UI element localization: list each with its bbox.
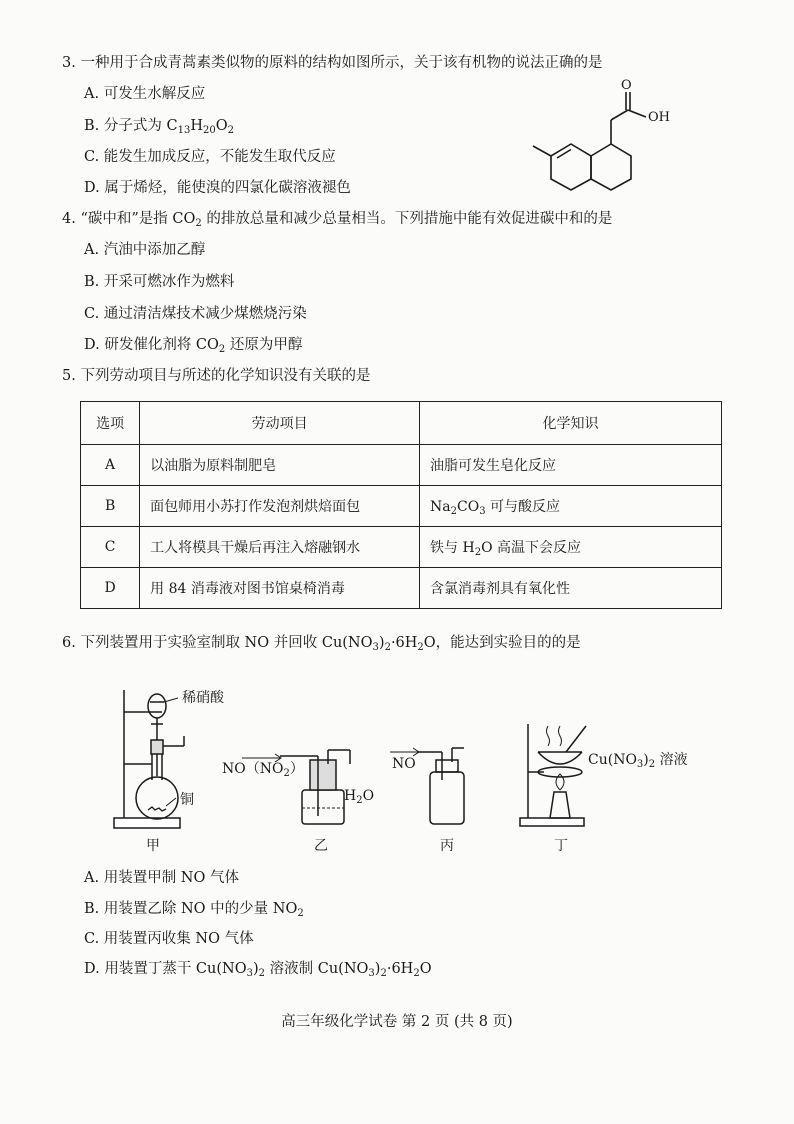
- label-ding: 丁: [554, 838, 568, 854]
- q3-fig-oh-label: OH: [648, 110, 670, 125]
- header-option: 选项: [81, 402, 140, 445]
- row-activity: 以油脂为原料制肥皂: [140, 445, 420, 486]
- q6-apparatus-figure: [100, 672, 700, 860]
- row-knowledge: $Na_2CO_3$ 可与酸反应: [420, 486, 722, 527]
- q6-option-b: B. 用装置乙除 NO 中的少量 $NO_2$: [84, 901, 304, 919]
- header-activity: 劳动项目: [140, 402, 420, 445]
- row-option: D: [81, 568, 140, 609]
- row-activity: 工人将模具干燥后再注入熔融钢水: [140, 527, 420, 568]
- row-activity: 面包师用小苏打作发泡剂烘焙面包: [140, 486, 420, 527]
- page-footer: 高三年级化学试卷 第 2 页 (共 8 页): [281, 1014, 513, 1030]
- label-no: NO: [392, 756, 416, 772]
- q3-option-d: D. 属于烯烃，能使溴的四氯化碳溶液褪色: [84, 180, 351, 196]
- table-row: [81, 486, 722, 527]
- table-row: [81, 568, 722, 609]
- q3-fig-o-label: O: [621, 78, 632, 93]
- q6-option-a: A. 用装置甲制 NO 气体: [84, 870, 239, 886]
- q6-option-d: D. 用装置丁蒸干 $Cu(NO_3)_2$ 溶液制 $Cu(NO_3)_2\cdot 6H_2O$: [84, 961, 432, 979]
- label-bing: 丙: [440, 838, 454, 854]
- q3-option-a: A. 可发生水解反应: [84, 86, 206, 102]
- q4-option-d: D. 研发催化剂将 $CO_2$ 还原为甲醇: [84, 337, 303, 355]
- q4-stem: 4. “碳中和”是指 $CO_2$ 的排放总量和减少总量相当。下列措施中能有效促进碳中和的是: [62, 211, 613, 229]
- label-cu-no3-solution: $Cu(NO_3)_2$ 溶液: [588, 752, 688, 770]
- q3-option-b: B. 分子式为 $C_{13}H_{20}O_2$: [84, 118, 234, 136]
- header-knowledge: 化学知识: [420, 402, 722, 445]
- row-activity: 用 84 消毒液对图书馆桌椅消毒: [140, 568, 420, 609]
- q4-option-c: C. 通过清洁煤技术减少煤燃烧污染: [84, 306, 307, 322]
- q4-option-b: B. 开采可燃冰作为燃料: [84, 274, 235, 290]
- label-no-no2: $NO(NO_2)$: [222, 761, 304, 779]
- q3-stem: 3. 一种用于合成青蒿素类似物的原料的结构如图所示，关于该有机物的说法正确的是: [62, 55, 603, 71]
- q6-option-c: C. 用装置丙收集 NO 气体: [84, 931, 254, 947]
- row-knowledge: 含氯消毒剂具有氧化性: [420, 568, 722, 609]
- q5-table: [80, 401, 722, 609]
- q6-stem: 6. 下列装置用于实验室制取 NO 并回收 $Cu(NO_3)_2\cdot 6H_2O$，能达到实验目的的是: [62, 635, 581, 653]
- row-knowledge: 油脂可发生皂化反应: [420, 445, 722, 486]
- q3-structure-figure: [510, 70, 700, 200]
- row-option: B: [81, 486, 140, 527]
- q5-stem: 5. 下列劳动项目与所述的化学知识没有关联的是: [62, 368, 371, 384]
- label-h2o: $H_2O$: [344, 788, 375, 806]
- label-dilute-nitric-acid: 稀硝酸: [182, 690, 224, 706]
- row-option: A: [81, 445, 140, 486]
- row-option: C: [81, 527, 140, 568]
- table-row: [81, 445, 722, 486]
- label-copper: 铜: [180, 792, 194, 808]
- q3-option-c: C. 能发生加成反应，不能发生取代反应: [84, 149, 336, 165]
- label-jia: 甲: [146, 838, 160, 854]
- table-header-row: [81, 402, 722, 445]
- q4-option-a: A. 汽油中添加乙醇: [84, 242, 206, 258]
- label-yi: 乙: [314, 838, 328, 854]
- table-row: [81, 527, 722, 568]
- row-knowledge: 铁与 $H_2O$ 高温下会反应: [420, 527, 722, 568]
